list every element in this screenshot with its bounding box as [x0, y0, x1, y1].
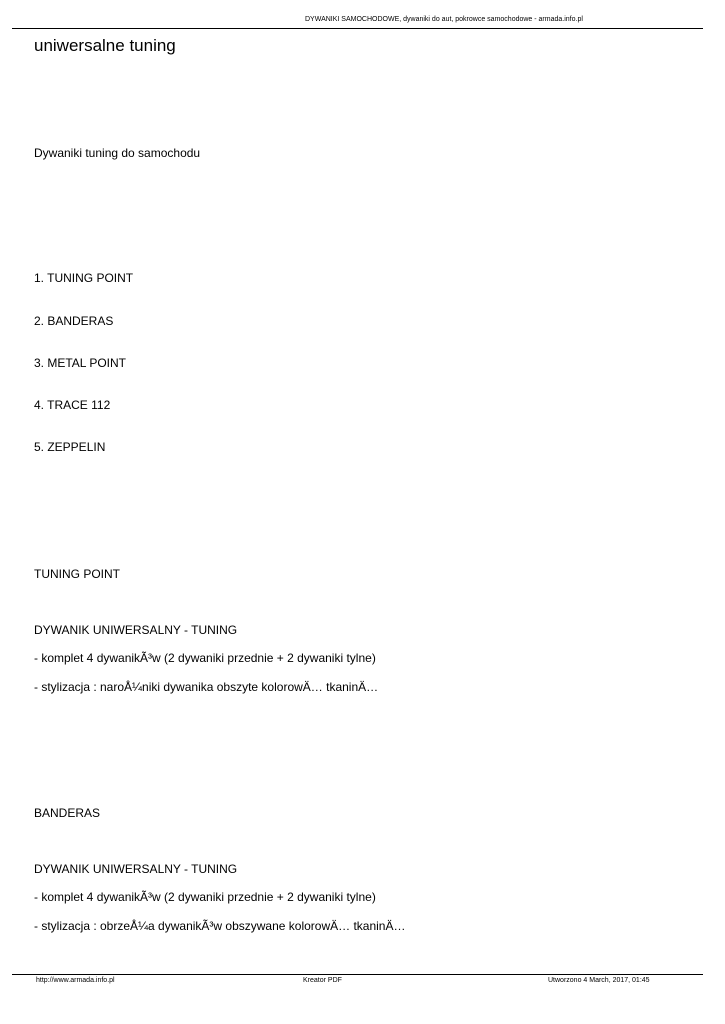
list-item: 4. TRACE 112	[34, 398, 111, 412]
list-item: 2. BANDERAS	[34, 314, 114, 328]
list-item: 1. TUNING POINT	[34, 271, 134, 285]
section-subheading: DYWANIK UNIWERSALNY - TUNING	[34, 862, 238, 876]
footer-creator-text: Kreator PDF	[303, 977, 342, 984]
section-line: - komplet 4 dywanikÃ³w (2 dywaniki przednie + 2 dywaniki tylne)	[34, 890, 376, 904]
footer-created-date: Utworzono 4 March, 2017, 01:45	[548, 977, 650, 984]
footer-url-link[interactable]: http://www.armada.info.pl	[36, 977, 115, 984]
section-line: - stylizacja : obrzeÅ¼a dywanikÃ³w obszywane kolorowÄ… tkaninÄ…	[34, 919, 406, 933]
intro-text: Dywaniki tuning do samochodu	[34, 146, 201, 160]
page-header-text: DYWANIKI SAMOCHODOWE, dywaniki do aut, pokrowce samochodowe - armada.info.pl	[305, 16, 583, 23]
section-heading: BANDERAS	[34, 806, 101, 820]
list-item: 5. ZEPPELIN	[34, 440, 106, 454]
section-line: - stylizacja : naroÅ¼niki dywanika obszyte kolorowÄ… tkaninÄ…	[34, 680, 379, 694]
section-subheading: DYWANIK UNIWERSALNY - TUNING	[34, 623, 238, 637]
section-heading: TUNING POINT	[34, 567, 120, 581]
footer-divider	[12, 974, 703, 975]
section-line: - komplet 4 dywanikÃ³w (2 dywaniki przednie + 2 dywaniki tylne)	[34, 651, 376, 665]
page-title: uniwersalne tuning	[34, 36, 176, 55]
header-divider	[12, 28, 703, 29]
list-item: 3. METAL POINT	[34, 356, 127, 370]
